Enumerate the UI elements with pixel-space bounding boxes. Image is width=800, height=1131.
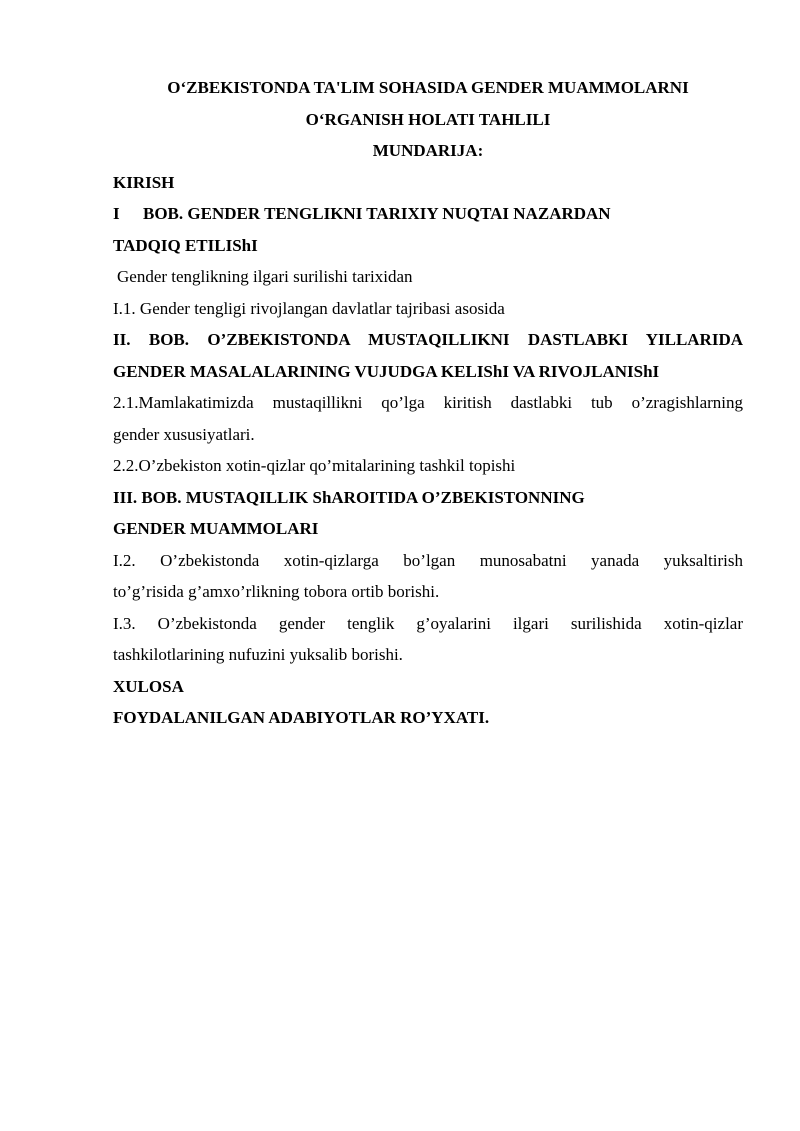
toc-chapter-2-section-1-line-1: 2.1.Mamlakatimizda mustaqillikni qo’lga kiritish dastlabki tub o’zragishlarning xyxy=(113,393,743,412)
toc-conclusion: XULOSA xyxy=(113,676,184,696)
toc-chapter-3-section-1-line-2: to’g’risida g’amxo’rlikning tobora ortib borishi. xyxy=(113,582,440,601)
toc-chapter-1-title xyxy=(113,198,743,230)
toc-chapter-3-section-2-line-2: tashkilotlarining nufuzini yuksalib borishi. xyxy=(113,645,403,664)
toc-chapter-3-section-1-line-1: I.2. O’zbekistonda xotin-qizlarga bo’lgan munosabatni yanada yuksaltirish xyxy=(113,550,743,570)
toc-chapter-2-section-1-line-2: gender xususiyatlari. xyxy=(113,424,255,444)
toc-chapter-3-section-2-line-1: I.3. O’zbekistonda gender tenglik g’oyalarini ilgari surilishida xotin-qizlar xyxy=(113,613,743,633)
toc-chapter-2-section-2: 2.2.O’zbekiston xotin-qizlar qo’mitalarining tashkil topishi xyxy=(113,456,516,475)
toc-chapter-1-title-line-1: BOB. GENDER TENGLIKNI TARIXIY NUQTAI NAZARDAN xyxy=(143,204,611,223)
toc-references: FOYDALANILGAN ADABIYOTLAR RO’YXATI. xyxy=(113,708,490,727)
contents-heading: MUNDARIJA: xyxy=(372,141,484,160)
toc-chapter-2-title-line-2: GENDER MASALALARINING VUJUDGA KELIShI VA RIVOJLANIShI xyxy=(113,361,660,381)
toc-chapter-3-title-line-2: GENDER MUAMMOLARI xyxy=(113,519,319,538)
toc-chapter-2-title-line-1: II. BOB. O’ZBEKISTONDA MUSTAQILLIKNI DASTLABKI YILLARIDA xyxy=(113,330,743,349)
toc-chapter-1-section-a: Gender tenglikning ilgari surilishi tarixidan xyxy=(117,267,413,286)
document-title-line-1: O‘ZBEKISTONDA TA'LIM SOHASIDA GENDER MUAMMOLARNI xyxy=(167,78,689,97)
document-title-line-2: O‘RGANISH HOLATI TAHLILI xyxy=(305,109,551,129)
toc-chapter-1-title-line-2: TADQIQ ETILIShI xyxy=(113,235,258,255)
toc-chapter-3-title-line-1: III. BOB. MUSTAQILLIK ShAROITIDA O’ZBEKISTONNING xyxy=(113,487,585,507)
toc-chapter-1-number: I xyxy=(113,204,120,223)
toc-chapter-1-section-b: I.1. Gender tengligi rivojlangan davlatlar tajribasi asosida xyxy=(113,298,505,318)
toc-intro: KIRISH xyxy=(113,172,175,192)
document-page xyxy=(113,72,743,734)
